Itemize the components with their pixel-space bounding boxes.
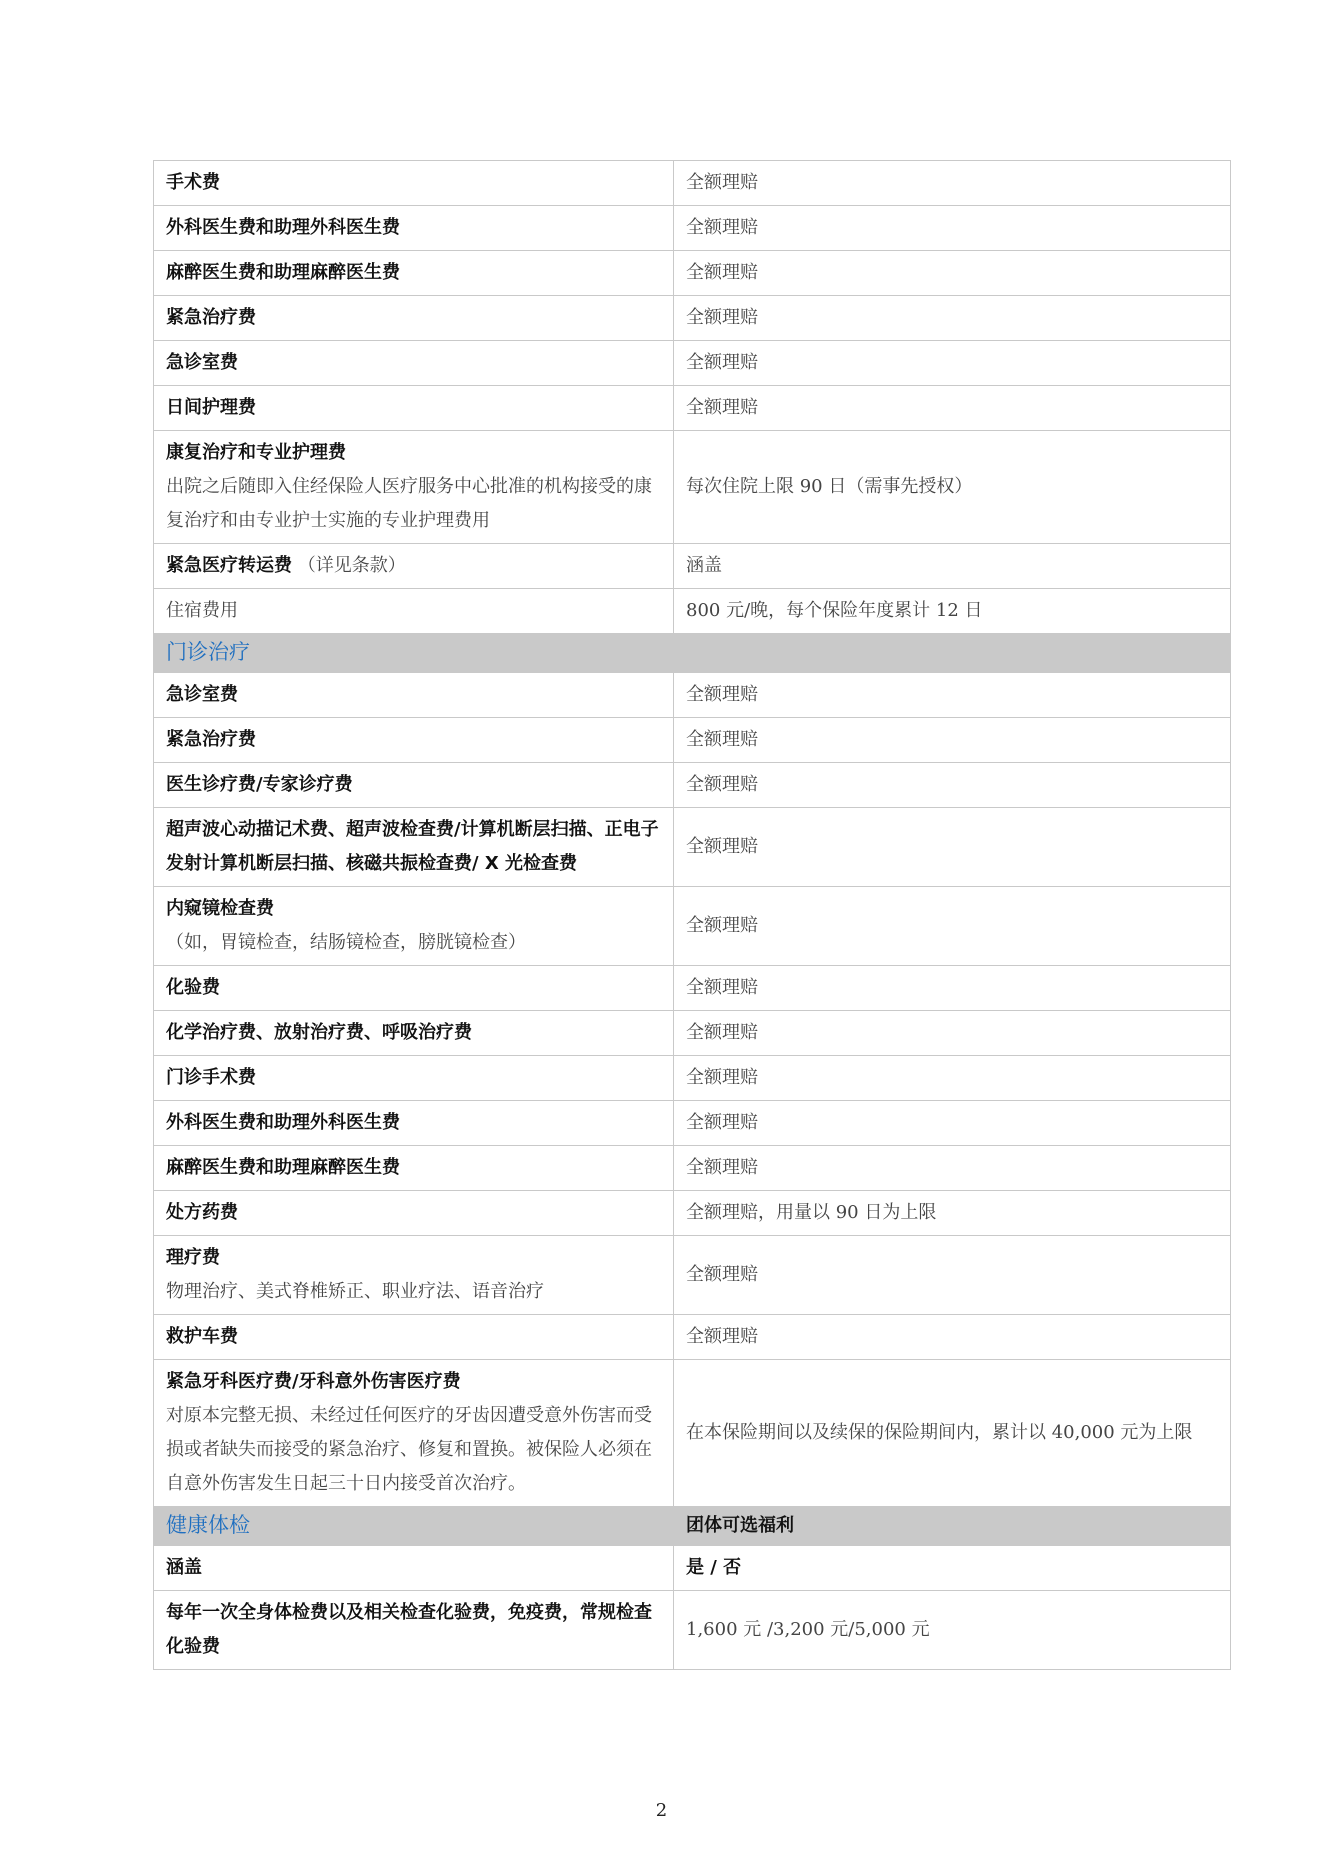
table-row	[154, 296, 1231, 341]
benefit-value-cell	[674, 1191, 1231, 1236]
section-title: 健康体检	[166, 1513, 250, 1537]
table-row	[154, 431, 1231, 544]
benefit-value-cell	[674, 1546, 1231, 1591]
section-right-cell	[674, 634, 1231, 673]
benefit-item-title: 内窥镜检查费	[166, 898, 274, 919]
benefit-value: 全额理赔	[686, 352, 758, 373]
table-row	[154, 544, 1231, 589]
benefit-item-cell	[154, 808, 674, 887]
benefit-value-cell	[674, 887, 1231, 966]
benefit-value: 全额理赔	[686, 397, 758, 418]
table-row	[154, 763, 1231, 808]
benefit-item-title: 麻醉医生费和助理麻醉医生费	[166, 1157, 400, 1178]
benefit-value: 800 元/晚，每个保险年度累计 12 日	[686, 600, 983, 621]
benefit-item-cell	[154, 1236, 674, 1315]
benefit-item-title: 紧急医疗转运费	[166, 555, 292, 576]
benefit-item-cell	[154, 1011, 674, 1056]
benefit-item-title: 紧急治疗费	[166, 307, 256, 328]
benefit-item-cell	[154, 431, 674, 544]
benefit-item-cell	[154, 673, 674, 718]
benefit-item-title: 门诊手术费	[166, 1067, 256, 1088]
benefit-item-description: 出院之后随即入住经保险人医疗服务中心批准的机构接受的康复治疗和由专业护士实施的专业护理费用	[166, 476, 652, 531]
table-row	[154, 161, 1231, 206]
benefit-item-title: 医生诊疗费/专家诊疗费	[166, 774, 353, 795]
benefit-item-title: 麻醉医生费和助理麻醉医生费	[166, 262, 400, 283]
table-row	[154, 966, 1231, 1011]
table-row	[154, 1101, 1231, 1146]
benefit-value: 全额理赔	[686, 1157, 758, 1178]
benefit-value-cell	[674, 1056, 1231, 1101]
benefit-item-cell	[154, 718, 674, 763]
benefit-value: 1,600 元 /3,200 元/5,000 元	[686, 1619, 930, 1640]
benefit-value-cell	[674, 296, 1231, 341]
section-right-cell	[674, 1507, 1231, 1546]
benefits-table	[153, 160, 1231, 1670]
benefit-value-cell	[674, 1011, 1231, 1056]
table-row	[154, 718, 1231, 763]
benefit-value-cell	[674, 1101, 1231, 1146]
benefit-item-cell	[154, 1315, 674, 1360]
benefit-item-cell	[154, 1056, 674, 1101]
benefit-item-cell	[154, 161, 674, 206]
benefit-item-note: （详见条款）	[297, 555, 406, 576]
benefit-value: 全额理赔	[686, 262, 758, 283]
table-row	[154, 887, 1231, 966]
benefit-value-cell	[674, 718, 1231, 763]
table-row	[154, 673, 1231, 718]
benefit-value: 全额理赔	[686, 1022, 758, 1043]
benefit-item-cell	[154, 544, 674, 589]
benefit-value: 全额理赔	[686, 1326, 758, 1347]
benefit-item-cell	[154, 966, 674, 1011]
benefit-value: 全额理赔	[686, 1112, 758, 1133]
benefit-value-cell	[674, 341, 1231, 386]
benefit-value-cell	[674, 1360, 1231, 1507]
benefit-value: 全额理赔	[686, 836, 758, 857]
benefit-item-cell	[154, 206, 674, 251]
benefit-item-cell	[154, 589, 674, 634]
benefit-item-description: 对原本完整无损、未经过任何医疗的牙齿因遭受意外伤害而受损或者缺失而接受的紧急治疗、修复和置换。被保险人必须在自意外伤害发生日起三十日内接受首次治疗。	[166, 1405, 652, 1494]
table-row	[154, 341, 1231, 386]
benefit-value: 是 / 否	[686, 1557, 742, 1578]
benefit-value-cell	[674, 251, 1231, 296]
benefit-value-cell	[674, 1315, 1231, 1360]
benefit-item-cell	[154, 1360, 674, 1507]
benefit-item-cell	[154, 296, 674, 341]
benefit-item-title: 手术费	[166, 172, 220, 193]
benefit-value-cell	[674, 386, 1231, 431]
table-row	[154, 1315, 1231, 1360]
benefit-value-cell	[674, 966, 1231, 1011]
benefit-value-cell	[674, 673, 1231, 718]
benefit-item-cell	[154, 1146, 674, 1191]
page-number: 2	[655, 1800, 668, 1821]
benefit-item-title: 处方药费	[166, 1202, 238, 1223]
section-title-cell	[154, 1507, 674, 1546]
benefit-value: 全额理赔	[686, 729, 758, 750]
benefit-value: 每次住院上限 90 日（需事先授权）	[686, 476, 973, 497]
benefit-item-cell	[154, 251, 674, 296]
benefit-value-cell	[674, 589, 1231, 634]
benefit-item-title: 理疗费	[166, 1247, 220, 1268]
benefit-value: 在本保险期间以及续保的保险期间内，累计以 40,000 元为上限	[686, 1422, 1193, 1443]
table-row	[154, 1236, 1231, 1315]
table-row	[154, 386, 1231, 431]
benefit-value-cell	[674, 1236, 1231, 1315]
table-row	[154, 589, 1231, 634]
benefit-item-description: （如，胃镜检查，结肠镜检查，膀胱镜检查）	[166, 932, 526, 953]
benefit-item-title: 日间护理费	[166, 397, 256, 418]
benefit-value: 涵盖	[686, 555, 722, 576]
benefit-value: 全额理赔	[686, 217, 758, 238]
benefit-item-cell	[154, 1591, 674, 1670]
benefit-value: 全额理赔	[686, 915, 758, 936]
benefit-item-title: 急诊室费	[166, 684, 238, 705]
section-right-label: 团体可选福利	[686, 1515, 794, 1536]
benefit-value: 全额理赔	[686, 307, 758, 328]
section-header-row	[154, 634, 1231, 673]
benefit-item-title: 外科医生费和助理外科医生费	[166, 1112, 400, 1133]
benefit-item-title: 外科医生费和助理外科医生费	[166, 217, 400, 238]
benefit-value: 全额理赔	[686, 1067, 758, 1088]
benefit-item-title: 紧急治疗费	[166, 729, 256, 750]
table-row	[154, 251, 1231, 296]
table-row	[154, 1011, 1231, 1056]
benefit-item-title: 康复治疗和专业护理费	[166, 442, 346, 463]
benefit-value-cell	[674, 431, 1231, 544]
table-row	[154, 1146, 1231, 1191]
table-row	[154, 206, 1231, 251]
table-row	[154, 1191, 1231, 1236]
benefit-item-cell	[154, 887, 674, 966]
benefit-item-cell	[154, 386, 674, 431]
benefit-value: 全额理赔，用量以 90 日为上限	[686, 1202, 937, 1223]
benefit-item-cell	[154, 763, 674, 808]
benefit-item-title: 化验费	[166, 977, 220, 998]
benefit-item-cell	[154, 1546, 674, 1591]
table-row	[154, 1360, 1231, 1507]
benefit-value: 全额理赔	[686, 977, 758, 998]
table-row	[154, 1591, 1231, 1670]
benefit-value: 全额理赔	[686, 1264, 758, 1285]
benefit-item-cell	[154, 1101, 674, 1146]
table-row	[154, 1056, 1231, 1101]
benefit-item-title: 紧急牙科医疗费/牙科意外伤害医疗费	[166, 1371, 461, 1392]
benefit-value-cell	[674, 1146, 1231, 1191]
benefit-item-title: 救护车费	[166, 1326, 238, 1347]
section-header-row	[154, 1507, 1231, 1546]
benefit-value-cell	[674, 161, 1231, 206]
benefit-item-title: 急诊室费	[166, 352, 238, 373]
benefit-value-cell	[674, 1591, 1231, 1670]
benefit-value-cell	[674, 206, 1231, 251]
benefit-item-description: 物理治疗、美式脊椎矫正、职业疗法、语音治疗	[166, 1281, 544, 1302]
table-row	[154, 1546, 1231, 1591]
benefit-item-title: 化学治疗费、放射治疗费、呼吸治疗费	[166, 1022, 472, 1043]
table-row	[154, 808, 1231, 887]
benefit-item-title: 超声波心动描记术费、超声波检查费/计算机断层扫描、正电子发射计算机断层扫描、核磁共振检查费/ X 光检查费	[166, 819, 659, 874]
benefit-value-cell	[674, 763, 1231, 808]
benefit-item-title: 每年一次全身体检费以及相关检查化验费，免疫费，常规检查化验费	[166, 1602, 652, 1657]
benefit-item-cell	[154, 1191, 674, 1236]
benefit-value: 全额理赔	[686, 684, 758, 705]
benefit-value: 全额理赔	[686, 774, 758, 795]
benefit-item-title: 涵盖	[166, 1557, 202, 1578]
benefit-item-cell	[154, 341, 674, 386]
benefit-value: 全额理赔	[686, 172, 758, 193]
benefit-value-cell	[674, 544, 1231, 589]
section-title-cell	[154, 634, 674, 673]
section-title: 门诊治疗	[166, 640, 250, 664]
benefit-value-cell	[674, 808, 1231, 887]
benefit-item-label: 住宿费用	[166, 600, 238, 621]
